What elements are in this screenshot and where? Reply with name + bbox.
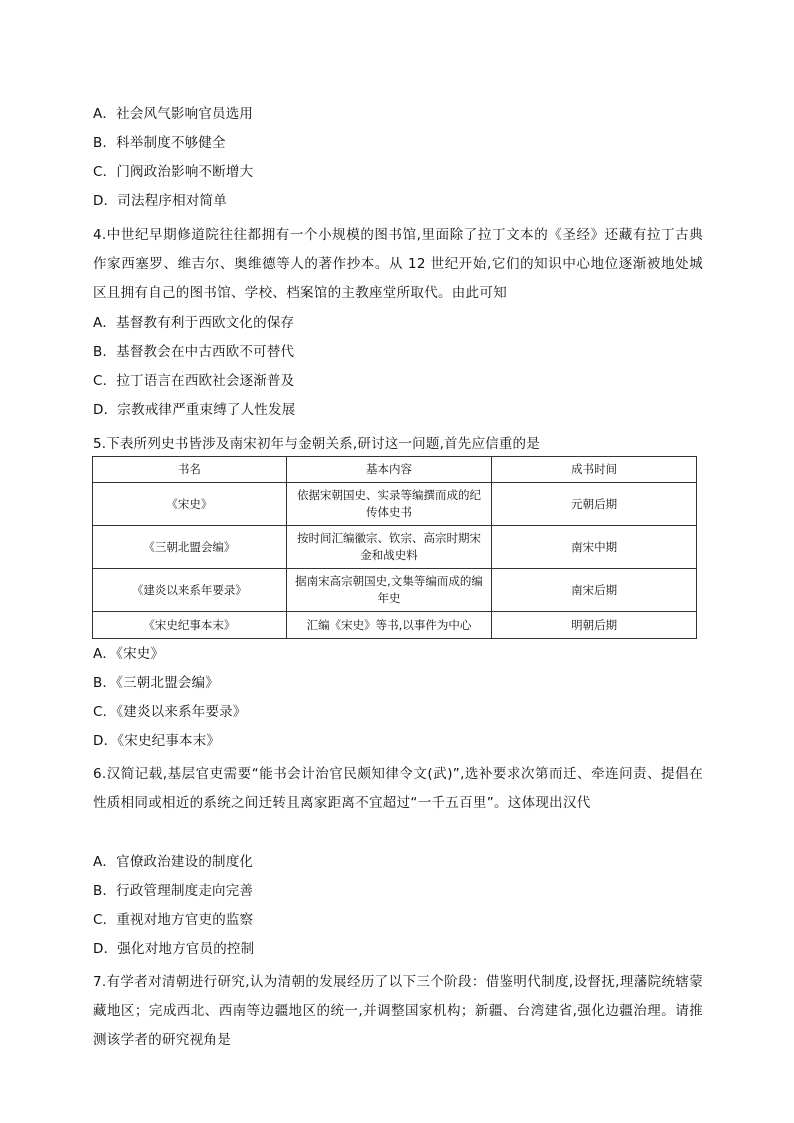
q3-option-a: A．社会风气影响官员选用 [93,106,254,122]
table-header: 成书时间 [492,457,697,483]
table-cell: 据南宋高宗朝国史,文集等编而成的编年史 [286,569,491,612]
q4-option-b: B．基督教会在中古西欧不可替代 [93,344,295,360]
q6-stem: 6.汉简记载,基层官吏需要“能书会计治官民颇知律令文(武)”,选补要求次第而迁、牵连问责、提倡在性质相同或相近的系统之间迁转且离家距离不宜超过“一千五百里”。这体现出汉代 [93,766,703,811]
table-cell: 《宋史》 [93,483,287,526]
q3-option-b: B．科举制度不够健全 [93,135,226,151]
table-cell: 南宋中期 [492,526,697,569]
table-row [93,526,697,569]
q5-stem: 5.下表所列史书皆涉及南宋初年与金朝关系,研讨这一问题,首先应信重的是 [93,436,540,452]
q3-option-d: D．司法程序相对简单 [93,193,227,209]
q6-option-d: D．强化对地方官员的控制 [93,941,255,957]
q4-stem: 4.中世纪早期修道院往往都拥有一个小规模的图书馆,里面除了拉丁文本的《圣经》还藏有拉丁古典作家西塞罗、维吉尔、奥维德等人的著作抄本。从 12 世纪开始,它们的知识中心地位逐渐被地处城区且拥有自己的图书馆、学校、档案馆的主教座堂所取代。由此可知 [93,227,703,301]
table-cell: 《宋史纪事本末》 [93,612,287,639]
table-cell: 明朝后期 [492,612,697,639]
table-header: 基本内容 [286,457,491,483]
q5-table [92,456,697,639]
table-row [93,569,697,612]
table-header-row [93,457,697,483]
table-cell: 《建炎以来系年要录》 [93,569,287,612]
q6-option-b: B．行政管理制度走向完善 [93,883,254,899]
q3-option-c: C．门阀政治影响不断增大 [93,164,254,180]
q7-stem: 7.有学者对清朝进行研究,认为清朝的发展经历了以下三个阶段：借鉴明代制度,设督抚,理藩院统辖蒙藏地区；完成西北、西南等边疆地区的统一,并调整国家机构；新疆、台湾建省,强化边疆治理。请推测该学者的研究视角是 [93,974,703,1048]
table-row [93,612,697,639]
q5-option-a: A．《宋史》 [93,646,165,662]
q4-option-c: C．拉丁语言在西欧社会逐渐普及 [93,373,295,389]
q6-option-c: C．重视对地方官吏的监察 [93,912,254,928]
table-header: 书名 [93,457,287,483]
q5-option-c: C．《建炎以来系年要录》 [93,704,247,720]
q4-option-d: D．宗教戒律严重束缚了人性发展 [93,402,296,418]
q5-option-d: D．《宋史纪事本末》 [93,733,221,749]
table-cell: 汇编《宋史》等书,以事件为中心 [286,612,491,639]
table-cell: 元朝后期 [492,483,697,526]
q6-option-a: A．官僚政治建设的制度化 [93,854,254,870]
table-cell: 《三朝北盟会编》 [93,526,287,569]
table-cell: 南宋后期 [492,569,697,612]
table-cell: 按时间汇编徽宗、钦宗、高宗时期宋金和战史料 [286,526,491,569]
table-cell: 依据宋朝国史、实录等编撰而成的纪传体史书 [286,483,491,526]
q5-option-b: B．《三朝北盟会编》 [93,675,220,691]
q4-option-a: A．基督教有利于西欧文化的保存 [93,315,295,331]
table-row [93,483,697,526]
